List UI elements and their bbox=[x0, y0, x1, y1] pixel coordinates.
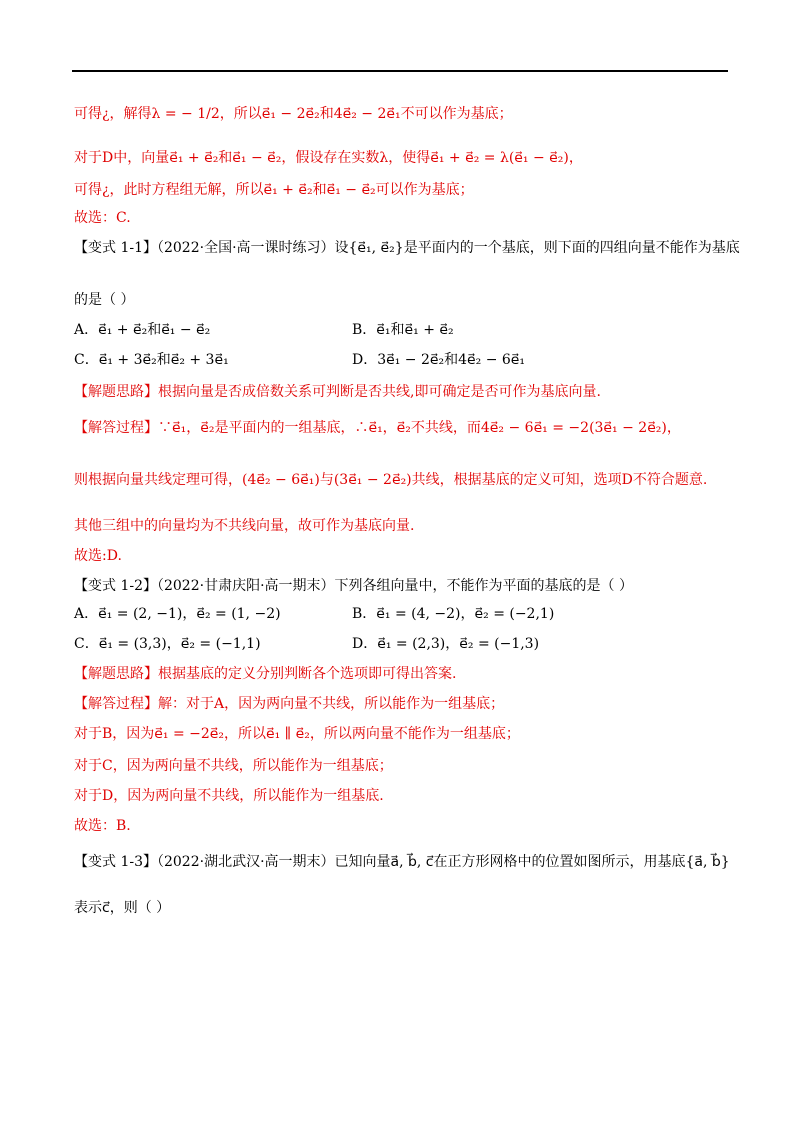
option-d: D．e⃗₁ = (2,3)，e⃗₂ = (−1,3) bbox=[352, 636, 540, 652]
solution-process-2: 对于B，因为e⃗₁ = −2e⃗₂，所以e⃗₁ ∥ e⃗₂，所以两向量不能作为一组基底； bbox=[74, 726, 520, 742]
variant-1-1-question: 【变式 1-1】（2022·全国·高一课时练习）设{e⃗₁, e⃗₂}是平面内的一个基底，则下面的四组向量不能作为基底 bbox=[74, 240, 740, 256]
option-c: C．e⃗₁ = (3,3)，e⃗₂ = (−1,1) bbox=[74, 636, 261, 652]
variant-1-3-question: 【变式 1-3】（2022·湖北武汉·高一期末）已知向量a⃗, b⃗, c⃗在正方形网格中的位置如图所示，用基底{a⃗, b⃗} bbox=[74, 854, 730, 870]
solution-idea: 【解题思路】根据向量是否成倍数关系可判断是否共线,即可确定是否可作为基底向量. bbox=[74, 384, 601, 400]
option-a: A．e⃗₁ = (2, −1)，e⃗₂ = (1, −2) bbox=[74, 606, 281, 622]
solution-line-1: 可得¿，解得λ = − 1/2，所以e⃗₁ − 2e⃗₂和4e⃗₂ − 2e⃗₁不可以作为基底； bbox=[74, 106, 513, 122]
solution-process-3: 其他三组中的向量均为不共线向量，故可作为基底向量. bbox=[74, 518, 415, 534]
solution-process-3: 对于C，因为两向量不共线，所以能作为一组基底； bbox=[74, 758, 393, 774]
solution-answer: 故选：B. bbox=[74, 818, 131, 834]
solution-process-1: 【解答过程】解：对于A，因为两向量不共线，所以能作为一组基底； bbox=[74, 696, 505, 712]
option-d: D．3e⃗₁ − 2e⃗₂和4e⃗₂ − 6e⃗₁ bbox=[352, 352, 526, 368]
solution-line-2: 对于D中，向量e⃗₁ + e⃗₂和e⃗₁ − e⃗₂，假设存在实数λ，使得e⃗₁ + e⃗₂ = λ(e⃗₁ − e⃗₂)， bbox=[74, 150, 583, 166]
header-rule bbox=[72, 70, 728, 72]
option-b: B．e⃗₁和e⃗₁ + e⃗₂ bbox=[352, 322, 454, 338]
solution-process-4: 对于D，因为两向量不共线，所以能作为一组基底. bbox=[74, 788, 384, 804]
variant-1-2-question: 【变式 1-2】（2022·甘肃庆阳·高一期末）下列各组向量中，不能作为平面的基底的是（ ） bbox=[74, 578, 633, 594]
variant-1-3-question-tail: 表示c⃗，则（ ） bbox=[74, 900, 171, 916]
option-b: B．e⃗₁ = (4, −2)，e⃗₂ = (−2,1) bbox=[352, 606, 555, 622]
option-c: C．e⃗₁ + 3e⃗₂和e⃗₂ + 3e⃗₁ bbox=[74, 352, 229, 368]
variant-1-1-question-tail: 的是（ ） bbox=[74, 292, 135, 308]
solution-process-1: 【解答过程】∵e⃗₁，e⃗₂是平面内的一组基底，∴e⃗₁，e⃗₂不共线，而4e⃗₂ − 6e⃗₁ = −2(3e⃗₁ − 2e⃗₂)， bbox=[74, 420, 681, 436]
solution-answer: 故选：C. bbox=[74, 210, 131, 226]
solution-idea: 【解题思路】根据基底的定义分别判断各个选项即可得出答案. bbox=[74, 666, 457, 682]
option-a: A．e⃗₁ + e⃗₂和e⃗₁ − e⃗₂ bbox=[74, 322, 211, 338]
solution-answer: 故选:D. bbox=[74, 548, 122, 564]
solution-process-2: 则根据向量共线定理可得，(4e⃗₂ − 6e⃗₁)与(3e⃗₁ − 2e⃗₂)共线，根据基底的定义可知，选项D不符合题意. bbox=[74, 472, 708, 488]
solution-line-3: 可得¿，此时方程组无解，所以e⃗₁ + e⃗₂和e⃗₁ − e⃗₂可以作为基底； bbox=[74, 182, 474, 198]
